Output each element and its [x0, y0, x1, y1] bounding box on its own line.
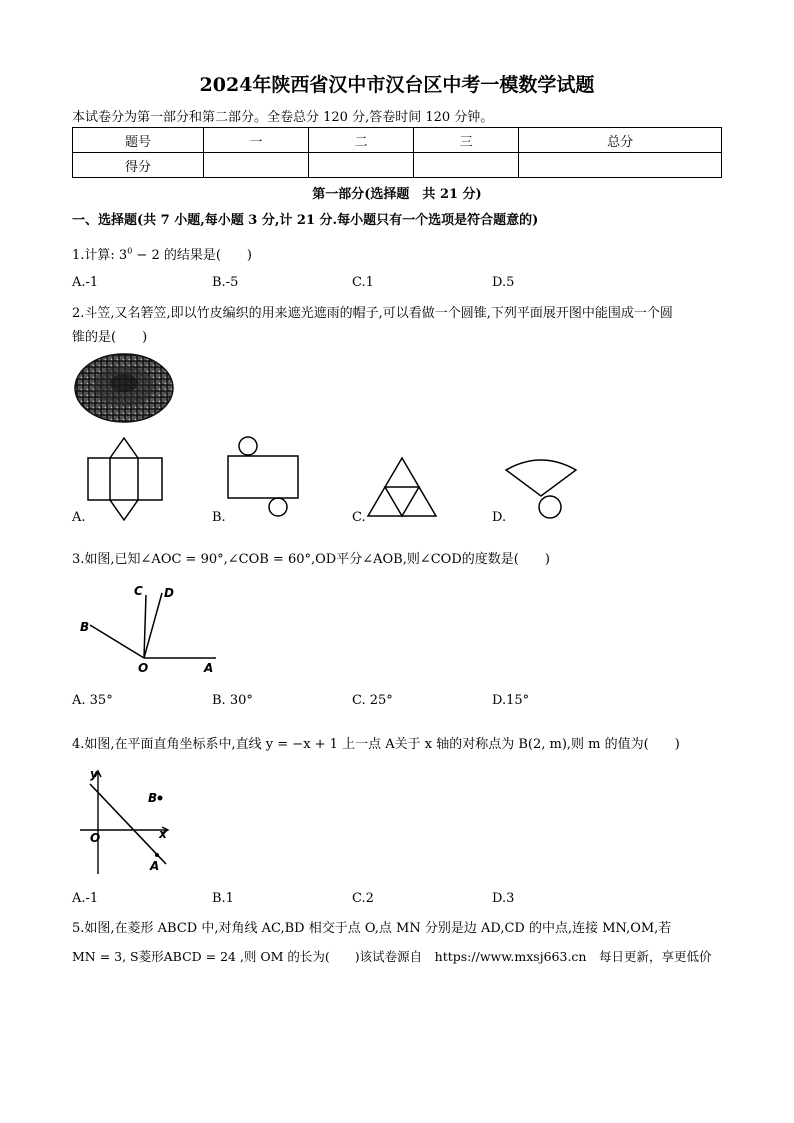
q4-label-a: A: [150, 859, 160, 873]
question-4: 4.如图,在平面直角坐标系中,直线 y = −x + 1 上一点 A关于 x 轴的对称点为 B(2, m),则 m 的值为( ): [72, 737, 680, 752]
q3-option-b: B. 30°: [212, 693, 253, 708]
hat-image: [74, 352, 174, 424]
q2-figure-b-cylinder-net: [226, 436, 302, 518]
score-cell[interactable]: [204, 153, 309, 178]
section1-title: 一、选择题(共 7 小题,每小题 3 分,计 21 分.每小题只有一个选项是符合题意的): [72, 213, 539, 228]
q4-option-c: C.2: [352, 891, 374, 906]
q4-label-y: y: [90, 767, 98, 781]
score-table-header-cell: 三: [414, 128, 519, 153]
question-5-line2: MN = 3, S菱形ABCD = 24 ,则 OM 的长为( )该试卷源自 https://www.mxsj663.cn 每日更新，享更低价: [72, 949, 712, 964]
q1-option-b: B.-5: [212, 275, 239, 290]
q2-option-c: C.: [352, 510, 366, 525]
score-cell[interactable]: [414, 153, 519, 178]
q4-label-x: x: [159, 827, 167, 841]
q3-option-d: D.15°: [492, 693, 530, 708]
q4-option-b: B.1: [212, 891, 234, 906]
score-table-header-cell: 题号: [73, 128, 204, 153]
q2-option-b: B.: [212, 510, 226, 525]
q4-option-a: A.-1: [72, 891, 99, 906]
q1-option-d: D.5: [492, 275, 515, 290]
score-cell[interactable]: [309, 153, 414, 178]
exam-intro: 本试卷分为第一部分和第二部分。全卷总分 120 分,答卷时间 120 分钟。: [72, 110, 494, 125]
q3-label-a: A: [204, 661, 214, 675]
q2-option-a: A.: [72, 510, 86, 525]
q1-option-c: C.1: [352, 275, 374, 290]
question-3: 3.如图,已知∠AOC = 90°,∠COB = 60°,OD平分∠AOB,则∠COD的度数是( ): [72, 552, 550, 567]
question-2-line2: 锥的是( ): [72, 330, 148, 345]
question-2-line1: 2.斗笠,又名箬笠,即以竹皮编织的用来遮光遮雨的帽子,可以看做一个圆锥,下列平面展开图中能围成一个圆: [72, 306, 673, 321]
q2-option-d: D.: [492, 510, 507, 525]
q4-label-b: B: [148, 791, 158, 805]
q4-coordinate-figure: [76, 766, 186, 878]
score-table-header-cell: 总分: [519, 128, 722, 153]
q2-figure-c-pyramid-net: [366, 456, 438, 518]
q2-figure-a-prism-net: [86, 436, 166, 520]
q1-option-a: A.-1: [72, 275, 99, 290]
q1-prefix: 1.计算: 3: [72, 248, 128, 263]
part1-title: 第一部分(选择题 共 21 分): [312, 187, 482, 202]
score-table-score-row: [73, 153, 722, 178]
score-table-row-label: 得分: [73, 153, 204, 178]
score-table-header-cell: 一: [204, 128, 309, 153]
score-table-header-cell: 二: [309, 128, 414, 153]
question-1: [72, 244, 252, 263]
q3-label-d: D: [164, 586, 174, 600]
page-title: 2024年陕西省汉中市汉台区中考一模数学试题: [199, 74, 595, 96]
q3-angle-figure: [76, 583, 221, 673]
q3-label-o: O: [138, 661, 149, 675]
q1-suffix: − 2 的结果是( ): [132, 248, 252, 263]
q4-option-d: D.3: [492, 891, 515, 906]
q3-option-c: C. 25°: [352, 693, 393, 708]
q3-label-b: B: [80, 620, 90, 634]
score-table: [72, 127, 722, 178]
q1-exponent: 0: [127, 246, 133, 256]
q4-label-o: O: [90, 831, 101, 845]
q3-label-c: C: [134, 584, 143, 598]
score-cell[interactable]: [519, 153, 722, 178]
score-table-header-row: [73, 128, 722, 153]
q2-figure-d-cone-net: [504, 456, 578, 520]
question-5-line1: 5.如图,在菱形 ABCD 中,对角线 AC,BD 相交于点 O,点 MN 分别是边 AD,CD 的中点,连接 MN,OM,若: [72, 921, 672, 936]
q3-option-a: A. 35°: [72, 693, 113, 708]
